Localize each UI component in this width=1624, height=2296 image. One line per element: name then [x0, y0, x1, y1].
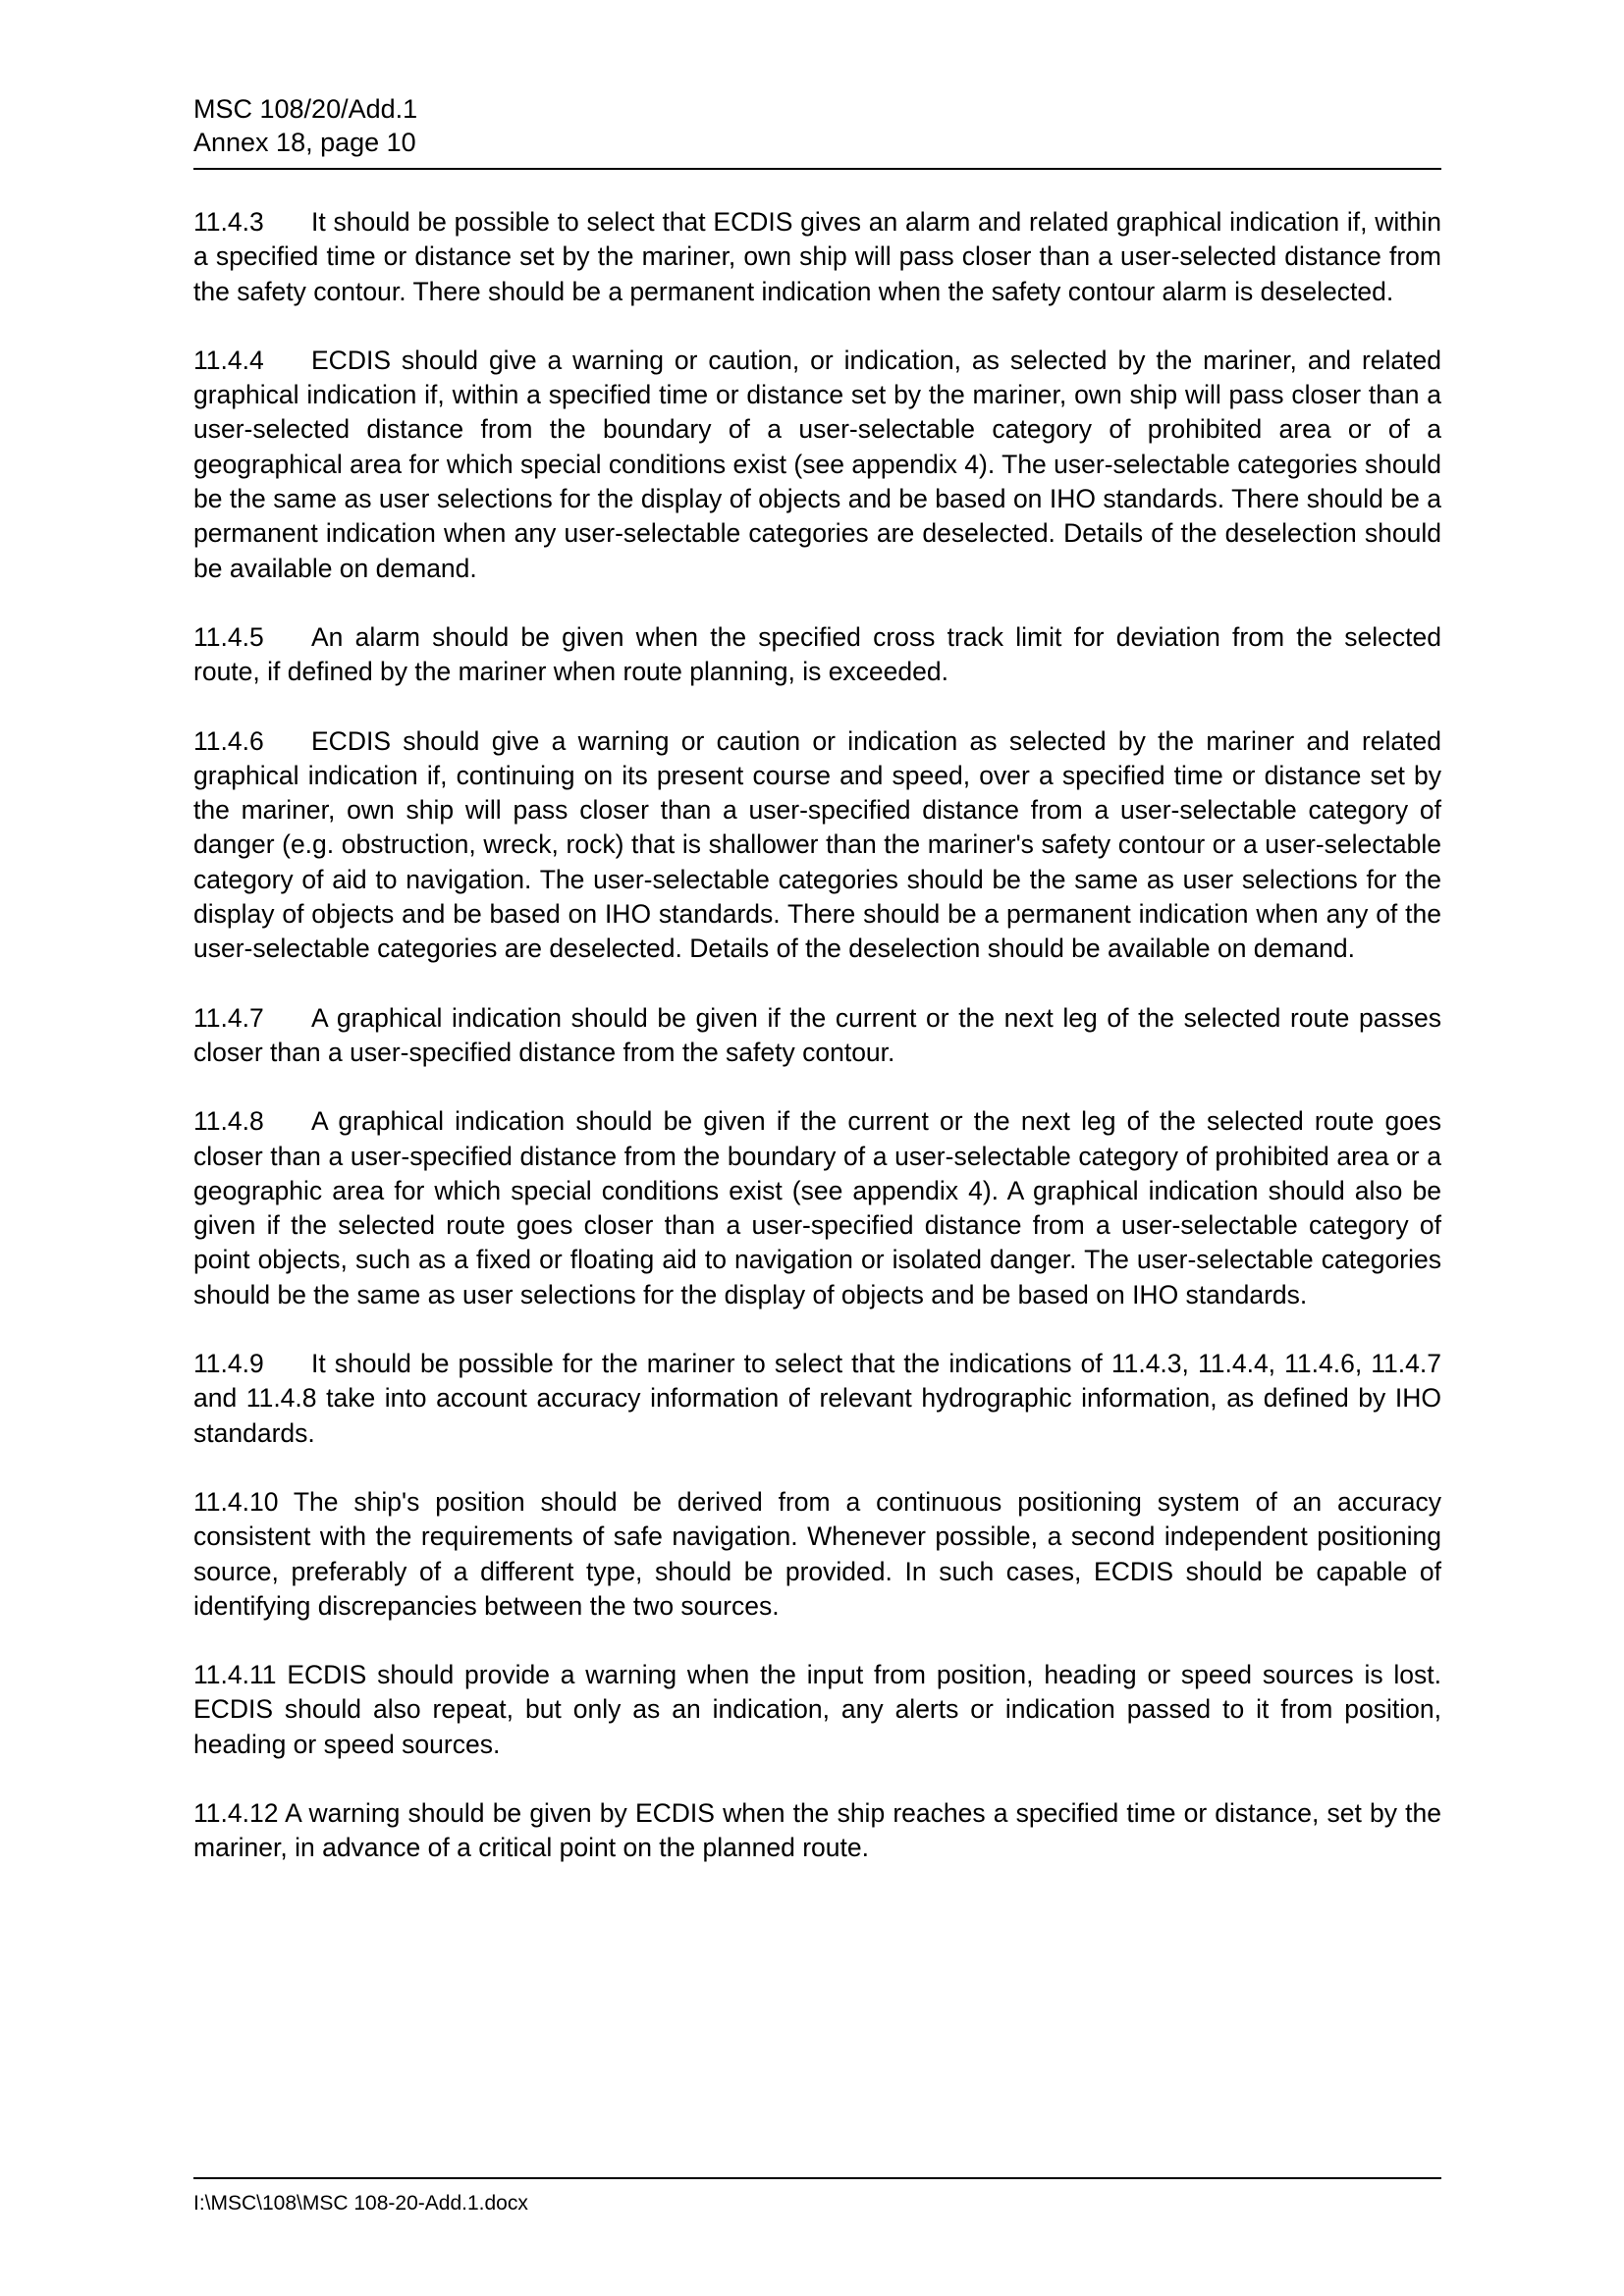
paragraph-11-4-4 [193, 344, 1441, 586]
paragraph-text: A warning should be given by ECDIS when the ship reaches a specified time or distance, set by the mariner, in advance of a critical point on the planned route. [193, 1797, 1441, 1863]
paragraph-11-4-12 [193, 1796, 1441, 1866]
paragraph-number: 11.4.9 [193, 1349, 264, 1379]
paragraph-number: 11.4.8 [193, 1106, 264, 1137]
paragraph-text: A graphical indication should be given if the current or the next leg of the selected route goes closer than a user-specified distance from the boundary of a user-selectable category of prohibited area or a geographic area for which special conditions exist (see appendix 4). A graphical indication should also be given if the selected route goes closer than a user-specified distance from a user-selectable category of point objects, such as a fixed or floating aid to navigation or isolated danger. The user-selectable categories should be the same as user selections for the display of objects and be based on IHO standards. [193, 1106, 1441, 1309]
paragraph-text: The ship's position should be derived from a continuous positioning system of an accuracy consistent with the requirements of safe navigation. Whenever possible, a second independent positioning source, preferably of a different type, should be provided. In such cases, ECDIS should be capable of identifying discrepancies between the two sources. [193, 1486, 1442, 1621]
paragraph-11-4-9 [193, 1347, 1441, 1451]
header-divider [193, 168, 1441, 170]
paragraph-text: It should be possible to select that ECDIS gives an alarm and related graphical indication if, within a specified time or distance set by the mariner, own ship will pass closer than a user-selected distance from the safety contour. There should be a permanent indication when the safety contour alarm is deselected. [193, 207, 1441, 306]
document-reference: MSC 108/20/Add.1 [193, 94, 418, 124]
paragraph-number: 11.4.6 [193, 725, 264, 756]
paragraph-11-4-11 [193, 1658, 1441, 1762]
page-footer [193, 2191, 528, 2216]
paragraph-number: 11.4.10 [193, 1486, 279, 1517]
paragraph-text: ECDIS should give a warning or caution, or indication, as selected by the mariner, and related graphical indication if, within a specified time or distance set by the mariner, own ship will pass closer than a user-selected distance from the boundary of a user-selectable category of prohibited area or of a geographical area for which special conditions exist (see appendix 4). The user-selectable categories should be the same as user selections for the display of objects and be based on IHO standards. There should be a permanent indication when any user-selectable categories are deselected. Details of the deselection should be available on demand. [193, 345, 1441, 583]
paragraph-text: An alarm should be given when the specified cross track limit for deviation from the selected route, if defined by the mariner when route planning, is exceeded. [193, 621, 1441, 687]
paragraph-11-4-10 [193, 1485, 1441, 1624]
paragraph-text: A graphical indication should be given if the current or the next leg of the selected route passes closer than a user-specified distance from the safety contour. [193, 1002, 1441, 1067]
paragraph-number: 11.4.12 [193, 1797, 279, 1828]
paragraph-text: It should be possible for the mariner to select that the indications of 11.4.3, 11.4.4, 11.4.6, 11.4.7 and 11.4.8 take into account accuracy information of relevant hydrographic information, as defined by IHO standards. [193, 1349, 1441, 1448]
file-path: I:\MSC\108\MSC 108-20-Add.1.docx [193, 2192, 528, 2215]
paragraph-number: 11.4.5 [193, 621, 264, 652]
page-reference: Annex 18, page 10 [193, 128, 416, 157]
paragraph-11-4-3 [193, 205, 1441, 309]
paragraph-text: ECDIS should give a warning or caution or indication as selected by the mariner and related graphical indication if, continuing on its present course and speed, over a specified time or distance set by the mariner, own ship will pass closer than a user-specified distance from a user-selectable category of danger (e.g. obstruction, wreck, rock) that is shallower than the mariner's safety contour or a user-selectable category of aid to navigation. The user-selectable categories should be the same as user selections for the display of objects and be based on IHO standards. There should be a permanent indication when any of the user-selectable categories are deselected. Details of the deselection should be available on demand. [193, 725, 1441, 964]
paragraph-text: ECDIS should provide a warning when the input from position, heading or speed sources is lost. ECDIS should also repeat, but only as an indication, any alerts or indication passed to it from position, heading or speed sources. [193, 1660, 1441, 1759]
paragraph-number: 11.4.7 [193, 1002, 264, 1033]
paragraph-number: 11.4.11 [193, 1660, 277, 1690]
paragraph-11-4-7 [193, 1001, 1441, 1071]
paragraph-11-4-8 [193, 1104, 1441, 1312]
document-body [193, 205, 1441, 1900]
paragraph-11-4-5 [193, 620, 1441, 690]
paragraph-11-4-6 [193, 724, 1441, 967]
paragraph-number: 11.4.3 [193, 207, 264, 237]
page-header [193, 92, 1440, 159]
paragraph-number: 11.4.4 [193, 345, 264, 375]
footer-divider [193, 2177, 1441, 2179]
